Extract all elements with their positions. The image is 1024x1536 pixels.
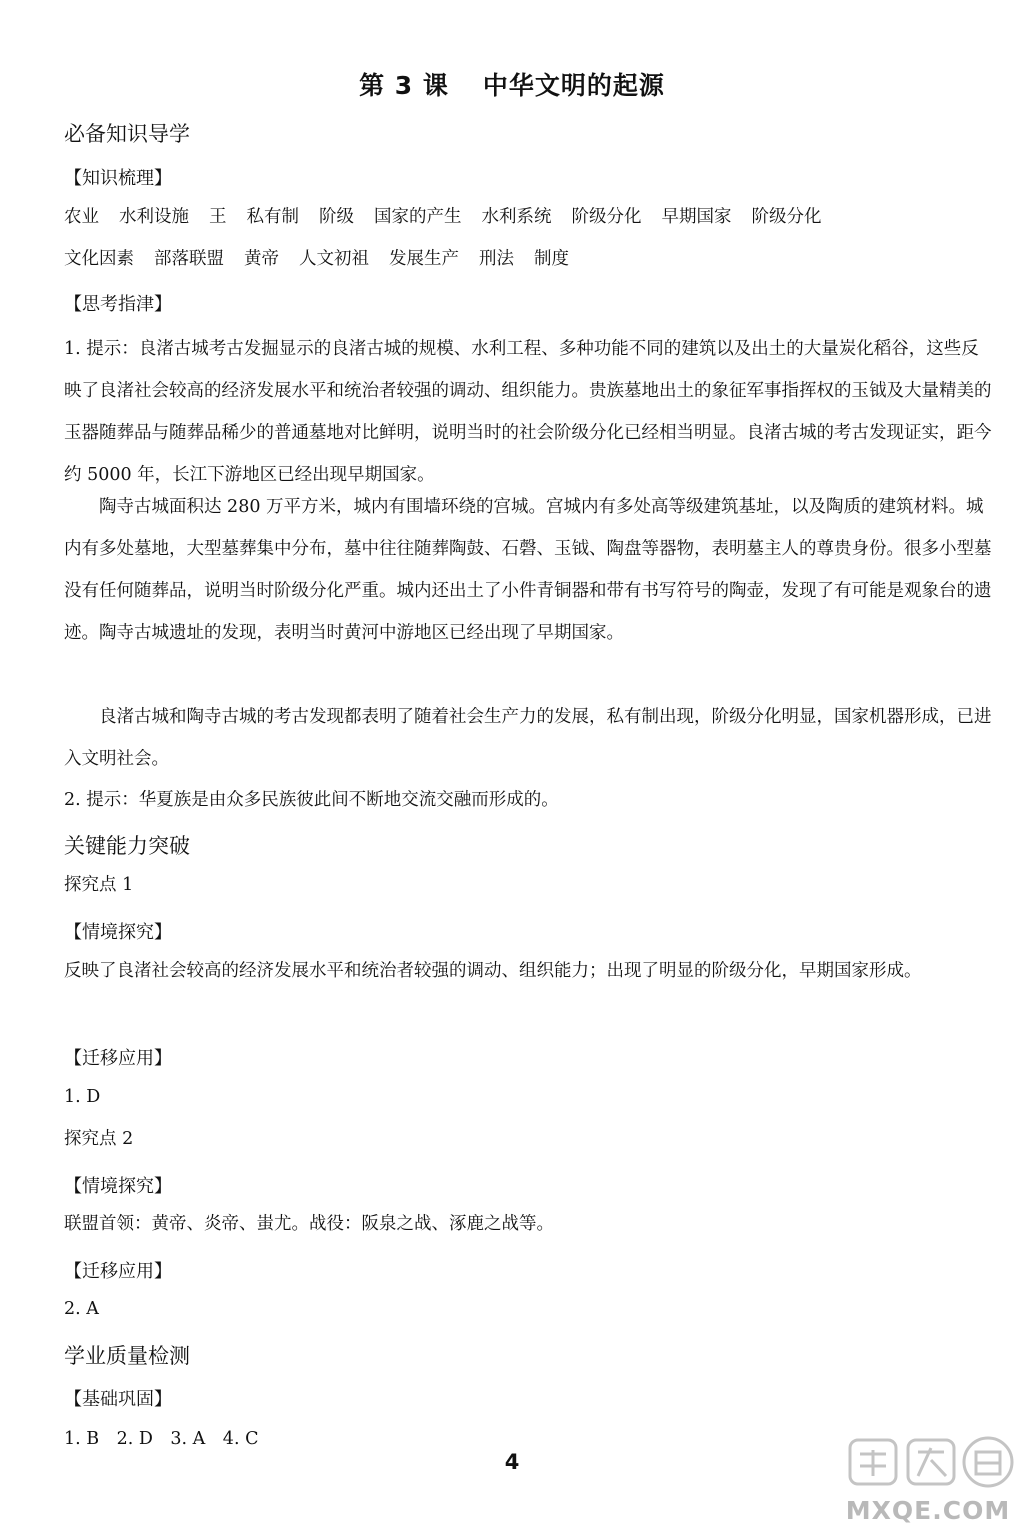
term: 人文初祖: [299, 249, 369, 269]
lesson-name: 中华文明的起源: [482, 71, 665, 100]
term: 王: [209, 207, 227, 227]
thinking-paragraph-conclusion: 良渚古城和陶寺古城的考古发现都表明了随着社会生产力的发展，私有制出现，阶级分化明显，国家机器形成，已进入文明社会。: [64, 707, 992, 769]
label-transfer-application-2: 【迁移应用】: [64, 1261, 172, 1282]
term: 早期国家: [661, 207, 732, 227]
term: 阶级: [319, 207, 354, 227]
term: 阶级分化: [571, 207, 642, 227]
term: 私有制: [246, 207, 299, 227]
label-basic-consolidation: 【基础巩固】: [64, 1389, 172, 1410]
section-heading-quality-test: 学业质量检测: [64, 1344, 190, 1368]
term: 黄帝: [244, 249, 279, 269]
transfer-answer-1: 1. D: [64, 1087, 101, 1107]
transfer-answer-2: 2. A: [64, 1299, 99, 1319]
term: 国家的产生: [374, 207, 462, 227]
label-thinking-guide: 【思考指津】: [64, 294, 172, 315]
thinking-answer-1: 1. 提示：良渚古城考古发掘显示的良渚古城的规模、水利工程、多种功能不同的建筑以及出土的大量炭化稻谷，这些反映了良渚社会较高的经济发展水平和统治者较强的调动、组织能力。贵族墓地出土的象征军事指挥权的玉钺及大量精美的玉器随葬品与随葬品稀少的普通墓地对比鲜明，说明当时的社会阶级分化已经相当明显。良渚古城的考古发现证实，距今约 5000 年，长江下游地区已经出现早期国家。: [64, 339, 992, 485]
lesson-title: [0, 66, 1024, 102]
explore-point-2-title: 探究点 2: [64, 1129, 134, 1149]
label-situation-inquiry-1: 【情境探究】: [64, 922, 172, 943]
watermark-url: MXQE.COM: [845, 1496, 1011, 1525]
term: 文化因素: [64, 249, 134, 269]
page-number: 4: [504, 1450, 520, 1474]
term: 刑法: [479, 249, 514, 269]
label-transfer-application-1: 【迁移应用】: [64, 1048, 172, 1069]
situation-answer-2: 联盟首领：黄帝、炎帝、蚩尤。战役：阪泉之战、涿鹿之战等。: [64, 1214, 554, 1234]
label-situation-inquiry-2: 【情境探究】: [64, 1176, 172, 1197]
lesson-number: 第 3 课: [359, 71, 449, 100]
term: 水利系统: [481, 207, 552, 227]
terms-row-2: [64, 238, 994, 281]
terms-row-1: [64, 196, 994, 239]
label-knowledge-summary: 【知识梳理】: [64, 168, 172, 189]
term: 阶级分化: [751, 207, 822, 227]
explore-point-1-title: 探究点 1: [64, 875, 134, 895]
term: 制度: [534, 249, 569, 269]
watermark: [842, 1432, 1016, 1528]
thinking-answer-2: 2. 提示：华夏族是由众多民族彼此间不断地交流交融而形成的。: [64, 790, 559, 810]
term: 水利设施: [119, 207, 189, 227]
term: 部落联盟: [154, 249, 224, 269]
situation-answer-1: 反映了良渚社会较高的经济发展水平和统治者较强的调动、组织能力；出现了明显的阶级分化，早期国家形成。: [64, 961, 922, 981]
section-heading-key-abilities: 关键能力突破: [64, 834, 190, 858]
term: 发展生产: [389, 249, 459, 269]
watermark-logo-icon: [846, 1432, 1016, 1492]
term: 农业: [64, 207, 99, 227]
basic-answers: 1. B 2. D 3. A 4. C: [64, 1429, 259, 1449]
section-heading-knowledge-guide: 必备知识导学: [64, 122, 190, 146]
thinking-paragraph-taosi: 陶寺古城面积达 280 万平方米，城内有围墙环绕的宫城。宫城内有多处高等级建筑基址，以及陶质的建筑材料。城内有多处墓地，大型墓葬集中分布，墓中往往随葬陶鼓、石磬、玉钺、陶盘等器物，表明墓主人的尊贵身份。很多小型墓没有任何随葬品，说明当时阶级分化严重。城内还出土了小件青铜器和带有书写符号的陶壶，发现了有可能是观象台的遗迹。陶寺古城遗址的发现，表明当时黄河中游地区已经出现了早期国家。: [64, 497, 992, 643]
